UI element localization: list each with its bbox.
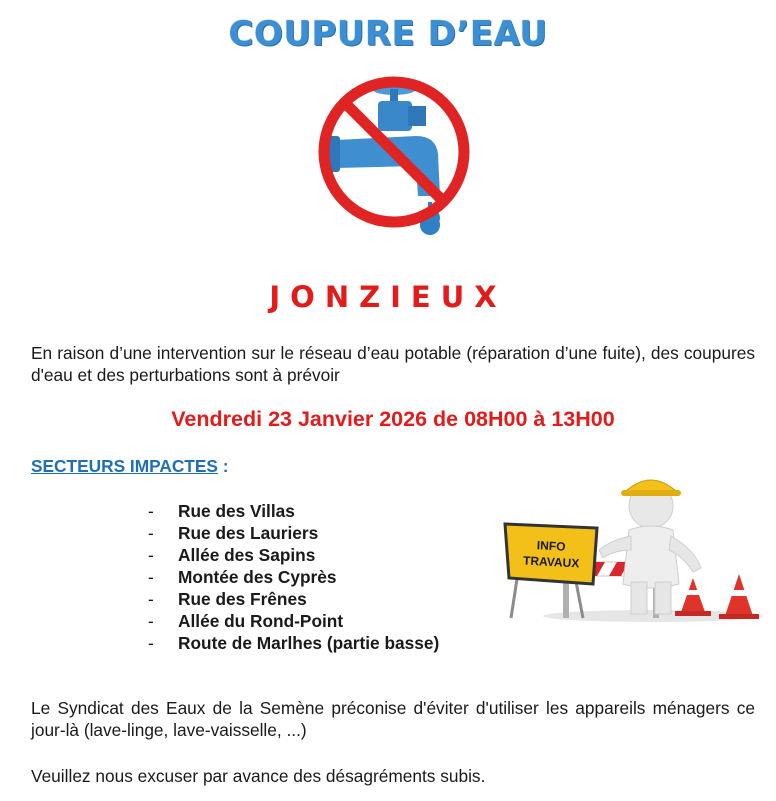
info-travaux-sign [505,524,597,618]
outage-date: Vendredi 23 Janvier 2026 de 08H00 à 13H00 [171,407,615,431]
bullet-dash: - [148,501,154,521]
list-item [148,588,439,610]
street-name: Rue des Lauriers [178,523,319,543]
bullet-dash: - [148,589,154,609]
sectors-heading-label: SECTEURS IMPACTES [31,456,218,476]
no-water-tap-icon [306,74,482,236]
bullet-dash: - [148,567,154,587]
street-name: Rue des Frênes [178,589,307,609]
sectors-heading [31,456,228,477]
page-title: COUPURE D’EAU [228,14,548,54]
intro-paragraph: En raison d’une intervention sur le réseau d’eau potable (réparation d’une fuite), des coupures d'eau et des perturbations sont à prévoir [31,343,755,385]
bullet-dash: - [148,523,154,543]
street-name: Rue des Villas [178,501,295,521]
list-item [148,632,439,654]
bullet-dash: - [148,545,154,565]
list-item [148,544,439,566]
bullet-dash: - [148,633,154,653]
list-item [148,610,439,632]
list-item [148,522,439,544]
street-name: Allée du Rond-Point [178,611,344,631]
sign-line-1: INFO [536,538,566,554]
advice-paragraph: Le Syndicat des Eaux de la Semène préconise d'éviter d'utiliser les appareils ménagers ce jour-là (lave-linge, lave-vaisselle, ...) [31,698,755,740]
apology-text: Veuillez nous excuser par avance des désagréments subis. [31,766,486,786]
town-name: JONZIEUX [269,280,507,314]
construction-worker-illustration [503,466,763,626]
street-name: Montée des Cyprès [178,567,337,587]
street-name: Route de Marlhes (partie basse) [178,633,440,653]
worker-figure [599,480,701,614]
street-name: Allée des Sapins [178,545,316,565]
list-item [148,500,439,522]
bullet-dash: - [148,611,154,631]
list-item [148,566,439,588]
sectors-heading-colon: : [217,456,229,476]
sign-line-2: TRAVAUX [522,553,580,571]
street-list [148,500,439,654]
